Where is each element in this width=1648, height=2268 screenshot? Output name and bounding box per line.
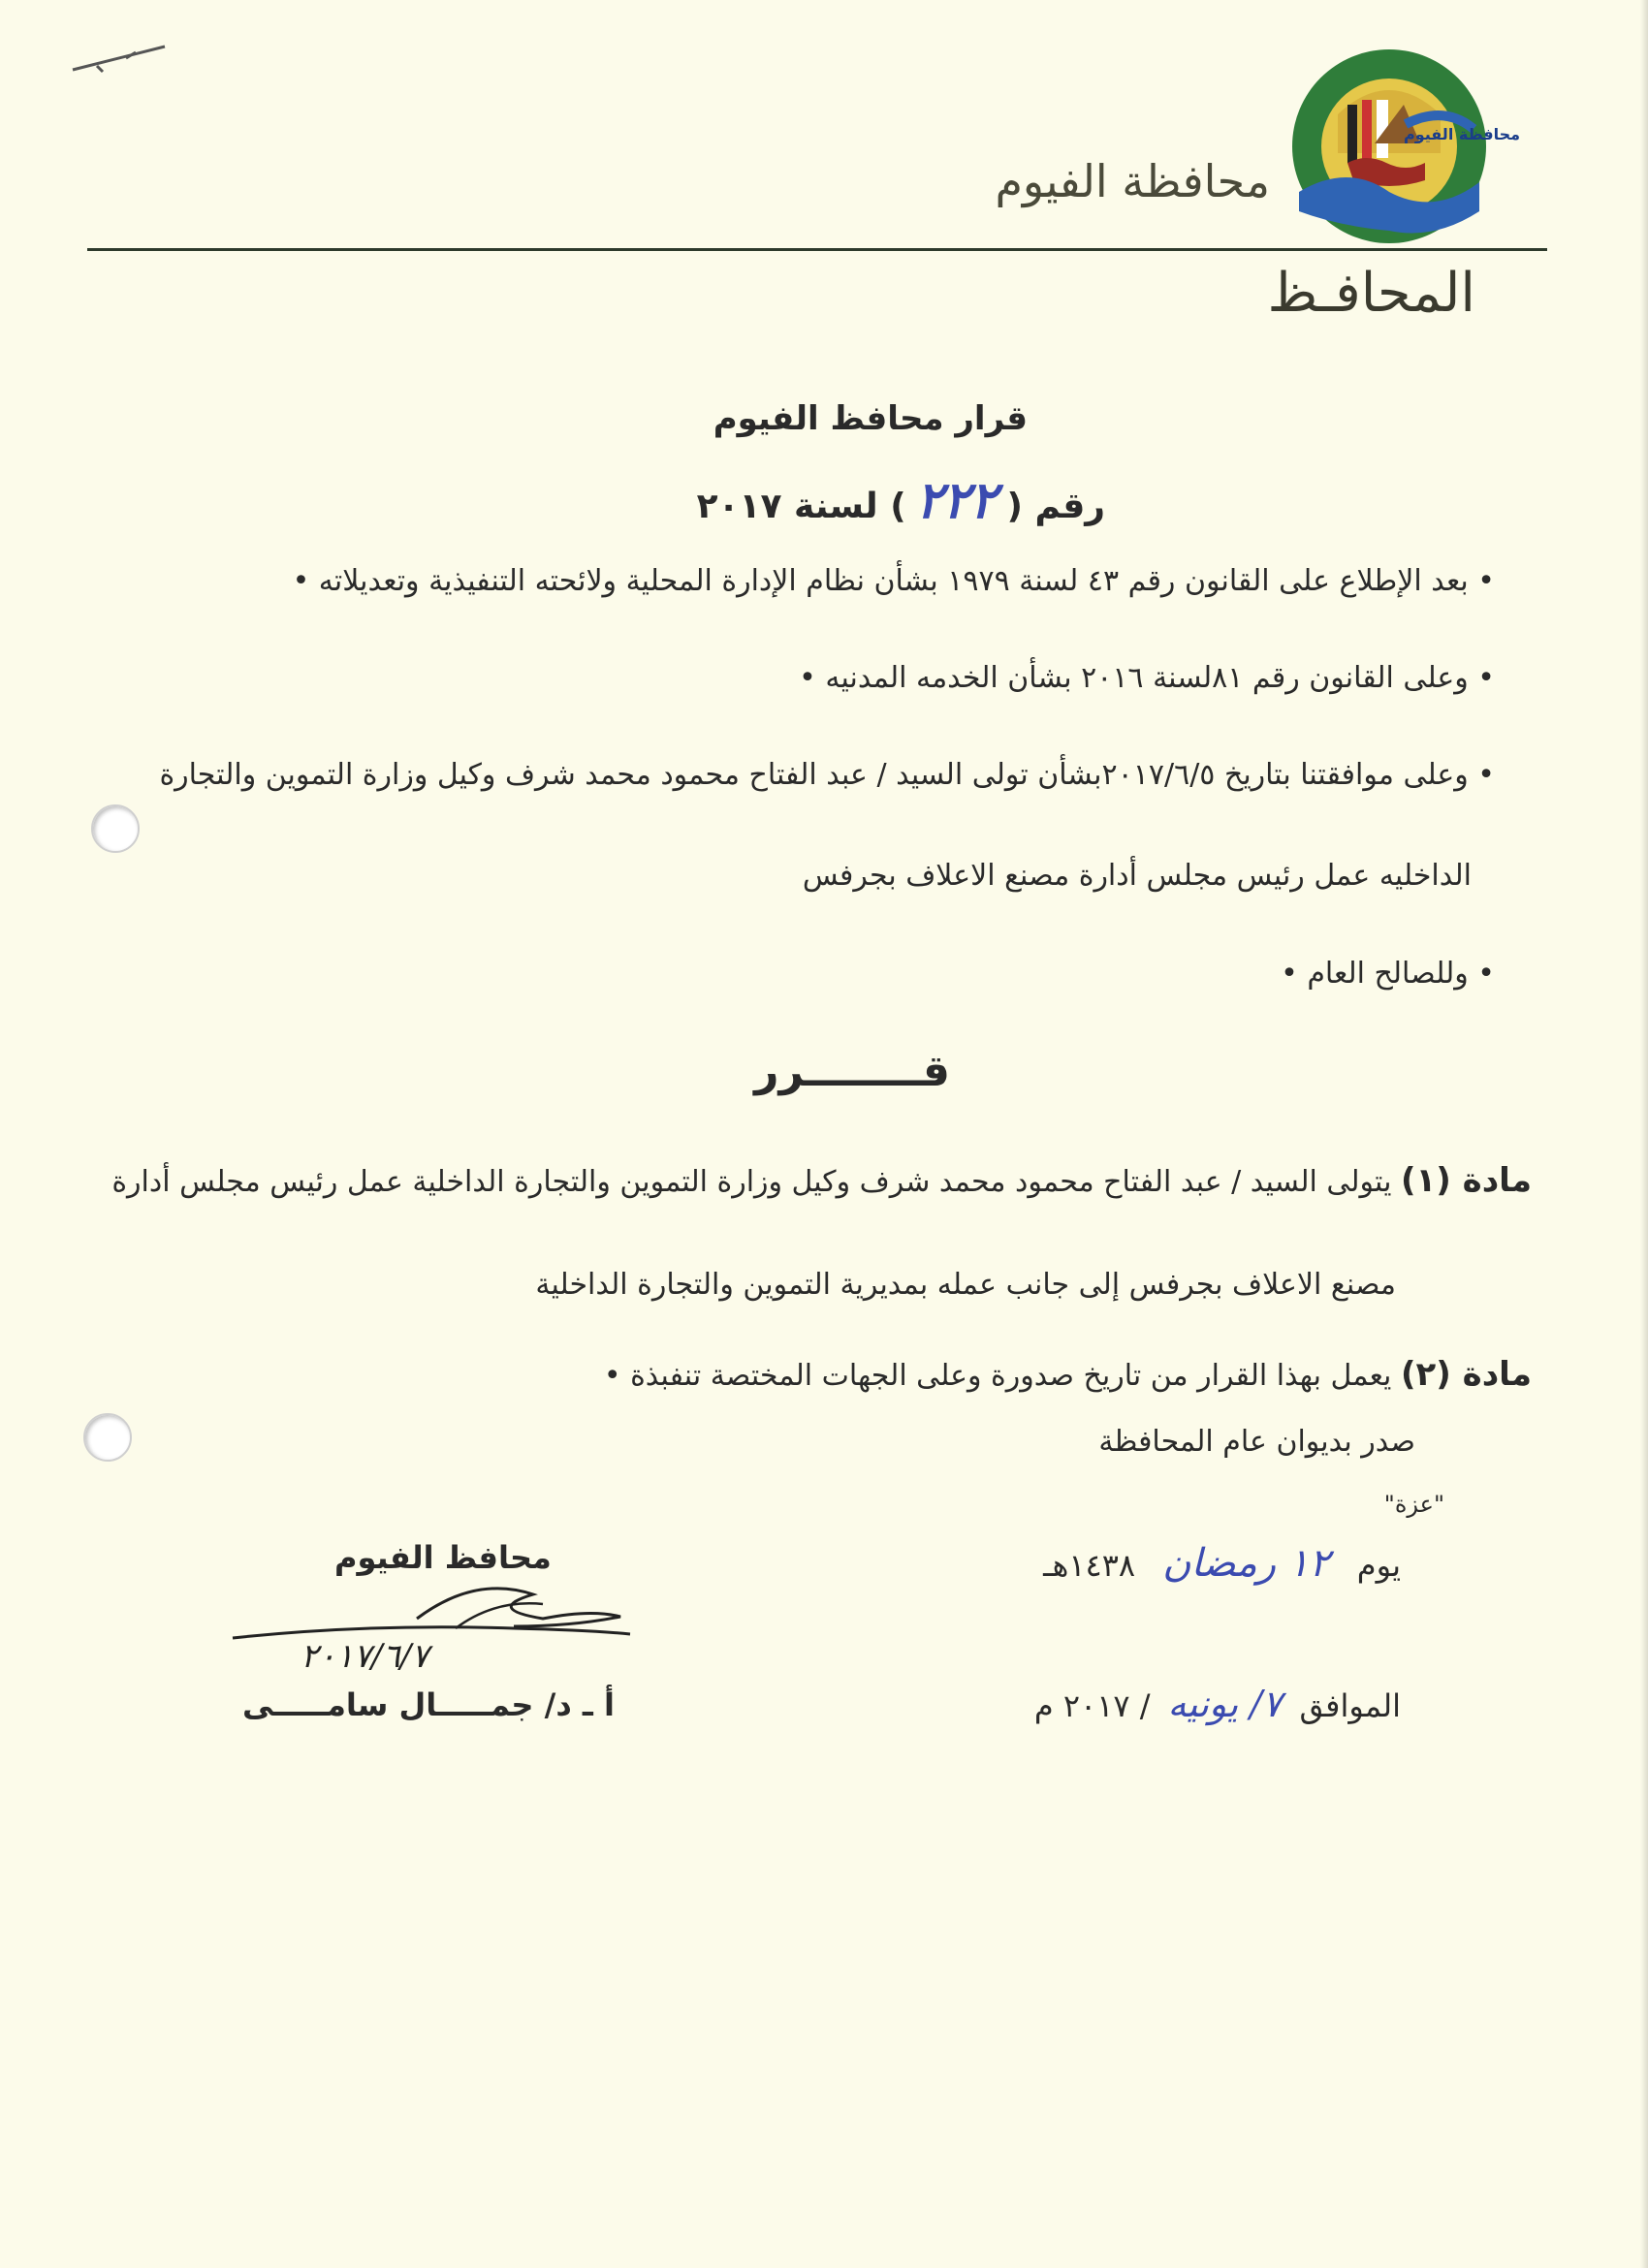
gregorian-date bbox=[1034, 1683, 1401, 1725]
article-2-text: يعمل بهذا القرار من تاريخ صدورة وعلى الجهات المختصة تنفبذة • bbox=[603, 1359, 1392, 1393]
governorate-name: محافظة الفيوم bbox=[995, 155, 1270, 207]
article-2 bbox=[97, 1353, 1532, 1396]
preamble-clause: • وعلى القانون رقم ٨١لسنة ٢٠١٦ بشأن الخدمه المدنيه • bbox=[799, 661, 1495, 695]
gregorian-year: / ٢٠١٧ م bbox=[1033, 1687, 1151, 1724]
hijri-date-label: يوم bbox=[1356, 1547, 1401, 1584]
emblem-text: محافظة الفيوم bbox=[1404, 125, 1521, 143]
corner-scribble bbox=[68, 39, 174, 87]
decree-number-line bbox=[697, 471, 1105, 530]
header-divider bbox=[87, 248, 1547, 251]
issued-at-line: صدر بديوان عام المحافظة bbox=[1098, 1425, 1415, 1459]
decree-number-suffix: ) لسنة ٢٠١٧ bbox=[696, 487, 906, 526]
preamble-clause-continuation: الداخليه عمل رئيس مجلس أدارة مصنع الاعلاف بجرفس bbox=[802, 859, 1472, 893]
preamble-clause: • بعد الإطلاع على القانون رقم ٤٣ لسنة ١٩٧٩ بشأن نظام الإدارة المحلية ولائحته التنفيذية وتعديلاته • bbox=[292, 564, 1495, 598]
hijri-year: ١٤٣٨هـ bbox=[1043, 1547, 1136, 1584]
signatory-title: محافظ الفيوم bbox=[334, 1539, 552, 1576]
handwritten-signature bbox=[223, 1570, 650, 1677]
gregorian-date-label: الموافق bbox=[1299, 1687, 1401, 1724]
decree-title: قرار محافظ الفيوم bbox=[713, 399, 1028, 438]
punch-hole bbox=[83, 1413, 132, 1462]
fayoum-governorate-emblem bbox=[1289, 47, 1521, 246]
punch-hole bbox=[91, 804, 140, 853]
article-1-label: مادة (١) bbox=[1400, 1161, 1532, 1200]
article-1-continuation: مصنع الاعلاف بجرفس إلى جانب عمله بمديرية التموين والتجارة الداخلية bbox=[535, 1268, 1396, 1302]
decree-number-handwritten: ٢٢٢ bbox=[915, 471, 998, 530]
article-2-label: مادة (٢) bbox=[1400, 1355, 1532, 1394]
page-edge-shadow bbox=[1640, 0, 1648, 2268]
hijri-date-handwritten: ١٢ رمضان bbox=[1162, 1541, 1330, 1586]
signature-handwritten-date: ٢٠١٧/٦/٧ bbox=[301, 1637, 429, 1676]
place-note: "عزة" bbox=[1383, 1491, 1444, 1518]
article-1-text: يتولى السيد / عبد الفتاح محمود محمد شرف وكيل وزارة التموين والتجارة الداخلية عمل رئيس مجلس أدارة bbox=[111, 1165, 1392, 1199]
preamble-clause: • وللصالح العام • bbox=[1281, 957, 1495, 991]
signatory-name: أ ـ د/ جمـــــال سامـــــى bbox=[242, 1686, 615, 1723]
gregorian-date-handwritten: ٧/ يونيه bbox=[1167, 1683, 1283, 1725]
decides-heading: قــــــــرر bbox=[754, 1047, 950, 1096]
hijri-date bbox=[1043, 1541, 1401, 1586]
governor-title: المحافـظ bbox=[1267, 262, 1475, 325]
article-1 bbox=[97, 1159, 1532, 1202]
decree-number-prefix: رقم ( bbox=[1006, 487, 1105, 526]
preamble-clause: • وعلى موافقتنا بتاريخ ٢٠١٧/٦/٥بشأن تولى السيد / عبد الفتاح محمود محمد شرف وكيل وزارة التموين والتجارة bbox=[159, 758, 1495, 792]
